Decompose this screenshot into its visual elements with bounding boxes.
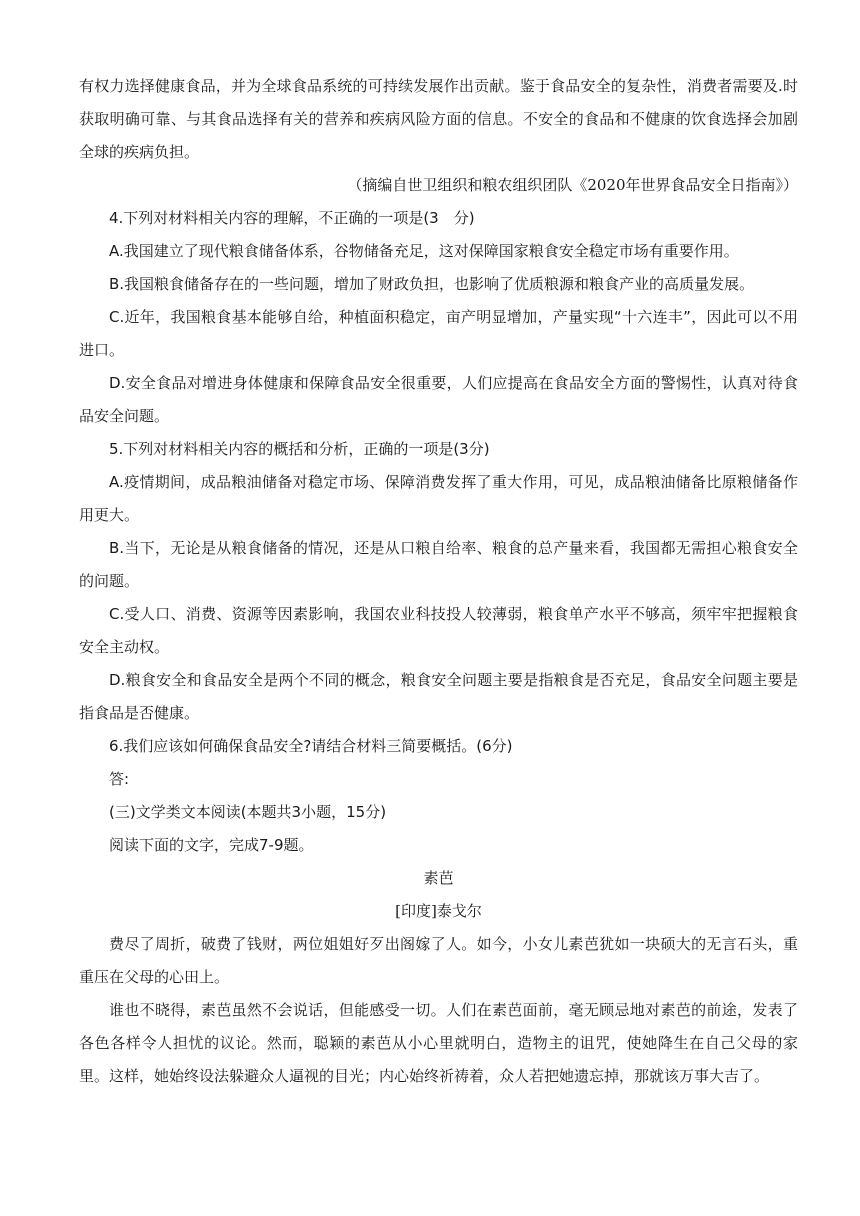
question-5-option-b: B.当下，无论是从粮食储备的情况，还是从口粮自给率、粮食的总产量来看，我国都无需担心粮食安全的问题。 <box>79 539 798 590</box>
question-4-option-a: A.我国建立了现代粮食储备体系，谷物储备充足，这对保障国家粮食安全稳定市场有重要作用。 <box>109 242 739 260</box>
story-author: [印度]泰戈尔 <box>395 902 482 920</box>
section-3-heading: (三)文学类文本阅读(本题共3小题，15分) <box>109 803 387 821</box>
question-5-option-a: A.疫情期间，成品粮油储备对稳定市场、保障消费发挥了重大作用，可见，成品粮油储备比原粮储备作用更大。 <box>79 473 798 524</box>
story-title: 素芭 <box>423 869 454 887</box>
story-paragraph-2: 谁也不晓得，素芭虽然不会说话，但能感受一切。人们在素芭面前，毫无顾忌地对素芭的前途，发表了各色各样令人担忧的议论。然而，聪颖的素芭从小心里就明白，造物主的诅咒，使她降生在自己父母的家里。这样，她始终设法躲避众人逼视的目光；内心始终祈祷着，众人若把她遗忘掉，那就该万事大吉了。 <box>79 1001 798 1085</box>
question-4-option-d: D.安全食品对增进身体健康和保障食品安全很重要，人们应提高在食品安全方面的警惕性，认真对待食品安全问题。 <box>79 374 798 425</box>
material3-source: （摘编自世卫组织和粮农组织团队《2020年世界食品安全日指南》） <box>347 176 798 194</box>
story-paragraph-1: 费尽了周折，破费了钱财，两位姐姐好歹出阁嫁了人。如今，小女儿素芭犹如一块硕大的无言石头，重重压在父母的心田上。 <box>79 935 798 986</box>
question-5-stem: 5.下列对材料相关内容的概括和分析，正确的一项是(3分) <box>109 440 490 458</box>
question-4-stem: 4.下列对材料相关内容的理解，不正确的一项是(3 分) <box>109 209 475 227</box>
section-3-instruction: 阅读下面的文字，完成7-9题。 <box>109 836 314 854</box>
question-4-option-c: C.近年，我国粮食基本能够自给，种植面积稳定，亩产明显增加，产量实现“十六连丰”，因此可以不用进口。 <box>79 308 798 359</box>
question-5-option-c: C.受人口、消费、资源等因素影响，我国农业科技投人较薄弱，粮食单产水平不够高，须牢牢把握粮食安全主动权。 <box>79 605 798 656</box>
question-6-stem: 6.我们应该如何确保食品安全?请结合材料三简要概括。(6分) <box>109 737 513 755</box>
question-6-answer-label: 答: <box>109 770 130 788</box>
question-5-option-d: D.粮食安全和食品安全是两个不同的概念，粮食安全问题主要是指粮食是否充足，食品安全问题主要是指食品是否健康。 <box>79 671 798 722</box>
question-4-option-b: B.我国粮食储备存在的一些问题，增加了财政负担，也影响了优质粮源和粮食产业的高质量发展。 <box>109 275 755 293</box>
material3-tail: 有权力选择健康食品，并为全球食品系统的可持续发展作出贡献。鉴于食品安全的复杂性，消费者需要及.时获取明确可靠、与其食品选择有关的营养和疾病风险方面的信息。不安全的食品和不健康的饮食选择会加剧全球的疾病负担。 <box>79 77 798 161</box>
